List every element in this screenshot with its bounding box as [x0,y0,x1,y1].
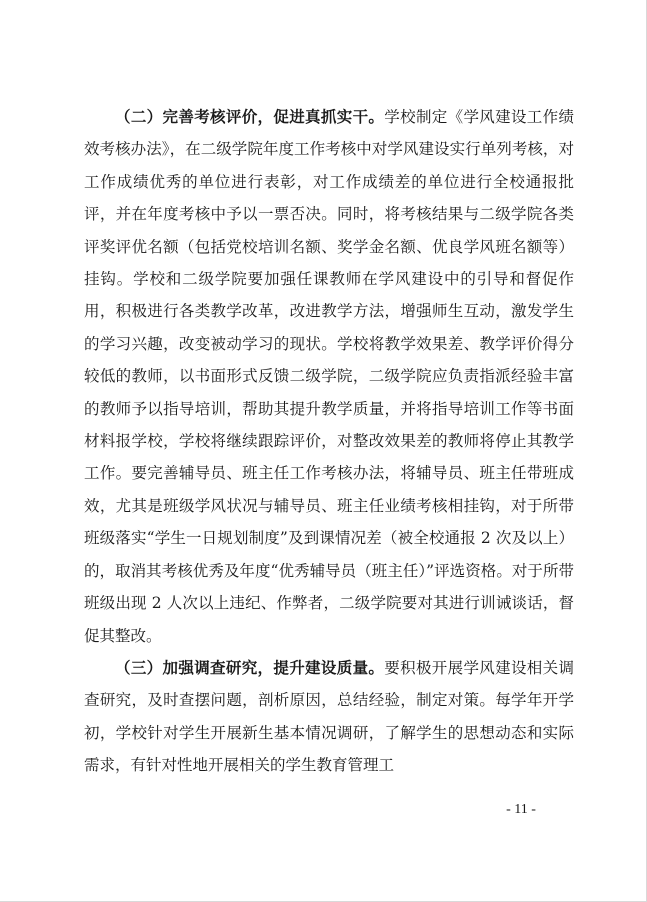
document-body [84,101,574,782]
paragraph-text: 学校制定《学风建设工作绩效考核办法》，在二级学院年度工作考核中对学风建设实行单列考核，对工作成绩优秀的单位进行表彰，对工作成绩差的单位进行全校通报批评，并在年度考核中予以一票否决。同时，将考核结果与二级学院各类评奖评优名额（包括党校培训名额、奖学金名额、优良学风班名额等）挂钩。学校和二级学院要加强任课教师在学风建设中的引导和督促作用，积极进行各类教学改革，改进教学方法，增强师生互动，激发学生的学习兴趣，改变被动学习的现状。学校将教学效果差、教学评价得分较低的教师，以书面形式反馈二级学院，二级学院应负责指派经验丰富的教师予以指导培训，帮助其提升教学质量，并将指导培训工作等书面材料报学校，学校将继续跟踪评价，对整改效果差的教师将停止其教学工作。要完善辅导员、班主任工作考核办法，将辅导员、班主任带班成效，尤其是班级学风状况与辅导员、班主任业绩考核相挂钩，对于所带班级落实“学生一日规划制度”及到课情况差（被全校通报 2 次及以上）的，取消其考核优秀及年度“优秀辅导员（班主任）”评选资格。对于所带班级出现 2 人次以上违纪、作弊者，二级学院要对其进行训诫谈话，督促其整改。 [84,108,574,645]
paragraph-research [84,652,574,782]
page-number: - 11 - [506,802,536,817]
paragraph-text: 要积极开展学风建设相关调查研究，及时查摆问题，剖析原因，总结经验，制定对策。每学年开学初，学校针对学生开展新生基本情况调研，了解学生的思想动态和实际需求，有针对性地开展相关的学生教育管理工 [84,658,574,775]
paragraph-heading: （三）加强调查研究，提升建设质量。 [115,658,385,677]
paragraph-heading: （二）完善考核评价，促进真抓实干。 [115,108,385,126]
paragraph-assessment [84,101,574,652]
